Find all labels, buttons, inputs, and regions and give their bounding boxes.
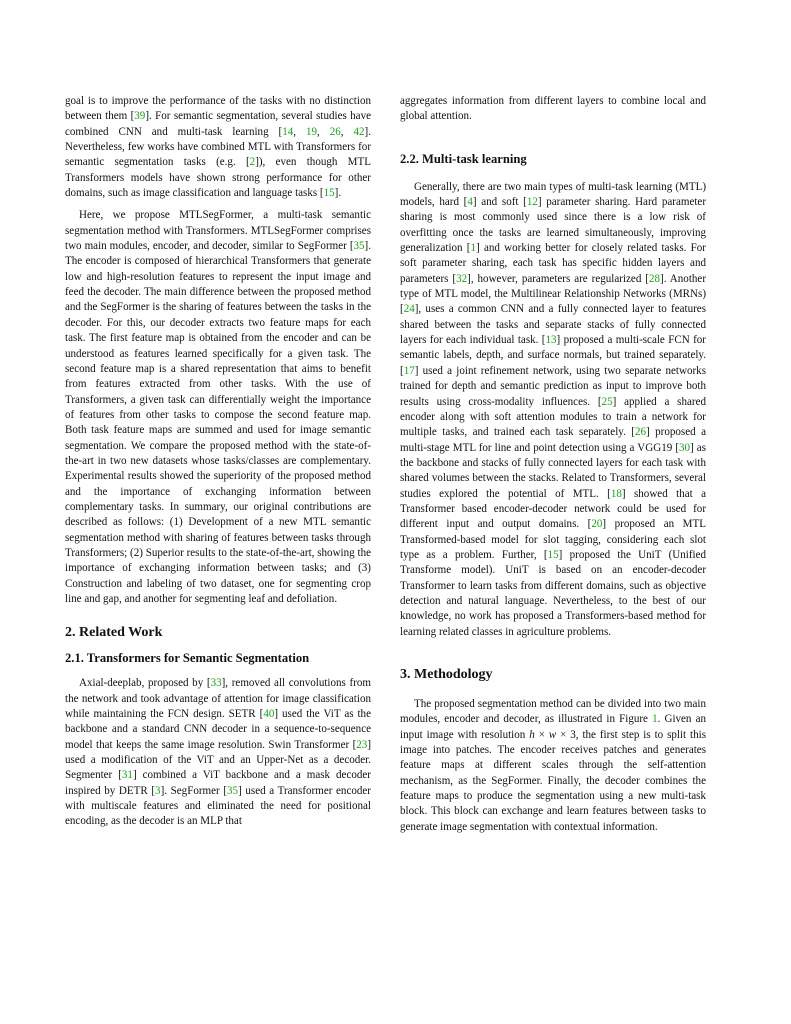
paragraph: aggregates information from different layers to combine local and global attention. <box>400 95 706 123</box>
citation-link[interactable]: 35 <box>353 240 365 253</box>
citation-link[interactable]: 19 <box>305 125 318 138</box>
citation-link[interactable]: 32 <box>456 272 468 285</box>
section-heading: 3. Methodology <box>400 667 493 682</box>
paragraph: Here, we propose MTLSegFormer, a multi-task semantic segmentation method with Transformers. MTLSegFormer comprises two main modules, encoder, and decoder, similar to SegFormer [35]. The encoder is composed of hierarchical Transformers that generate low and high-resolution features to represent the input image and feed the decoder. The main difference between the proposed method and the SegFormer is the sharing of features between the tasks in the decoder. For this, our decoder extracts two feature maps for each task. The first feature map is obtained from the encoder and can be understood as features learned specifically for a given task. The second feature map is a shared representation that aims to benefit from features extracted from other tasks. With the use of Transformers, a given task can differentially weight the importance of features from other tasks to compose the second feature map. Both task feature maps are summed and used for image semantic segmentation. We compare the proposed method with the state-of-the-art in two new datasets whose tasks/classes are complementary. Experimental results showed the superiority of the proposed method and the importance of exchanging information between complementary tasks. In summary, our original contributions are described as follows: (1) Development of a new MTL semantic segmentation method with sharing of features between tasks through Transformers; (2) Superior results to the state-of-the-art, showing the importance of exchanging information between tasks; and (3) Construction and labeling of two dataset, one for segmenting crop line and gap, and another for segmenting leaf and defoliation. <box>65 209 371 605</box>
subsection-heading: 2.1. Transformers for Semantic Segmentation <box>65 651 310 666</box>
citation-link[interactable]: 28 <box>648 272 661 285</box>
citation-link[interactable]: 31 <box>121 769 133 782</box>
citation-link[interactable]: 17 <box>403 364 415 377</box>
citation-link[interactable]: 42 <box>353 125 365 138</box>
paragraph: Axial-deeplab, proposed by [33], removed all convolutions from the network and took advantage of attention for image classification while maintaining the FCN design. SETR [40] used the ViT as the backbone and a standard CNN decoder in a sequence-to-sequence model that keeps the same image resolution. Swin Transformer [23] used a modification of the ViT and an Upper-Net as a decoder. Segmenter [31] combined a ViT backbone and a mask decoder inspired by DETR [3]. SegFormer [35] used a Transformer encoder with multiscale features and eliminated the need for positional encoding, as the decoder is an MLP that <box>65 677 371 828</box>
citation-link[interactable]: 35 <box>227 784 239 797</box>
citation-link[interactable]: 4 <box>467 196 473 209</box>
paragraph: goal is to improve the performance of the tasks with no distinction between them [39]. For semantic segmentation, several studies have combined CNN and multi-task learning [14, 19, 26, 42]. Nevertheless, few works have combined MTL with Transformers for semantic segmentation tasks (e.g. [2]), even though MTL Transformers models have shown strong performance for other domains, such as image classification and language tasks [15]. <box>65 95 371 200</box>
citation-link[interactable]: 26 <box>634 426 647 439</box>
citation-link[interactable]: 20 <box>591 518 603 531</box>
citation-link[interactable]: 2 <box>249 156 256 169</box>
section-heading: 2. Related Work <box>65 625 163 641</box>
citation-link[interactable]: 15 <box>323 187 335 200</box>
citation-link[interactable]: 1 <box>470 242 477 255</box>
citation-link[interactable]: 3 <box>155 784 161 797</box>
paragraph: Generally, there are two main types of multi-task learning (MTL) models, hard [4] and soft [12] parameter sharing. Hard parameter sharing is most commonly used since there is a low risk of overfitting once the tasks are learned simultaneously, improving generalization [1] and working better for closely related tasks. For soft parameter sharing, each task has specific hidden layers and parameters [32], however, parameters are regularized [28]. Another type of MTL model, the Multilinear Relationship Networks (MRNs) [24], uses a common CNN and a fully connected layer to features shared between the tasks and separate stacks of fully connected layers for each individual task. [13] proposed a multi-scale FCN for semantic labels, depth, and surface normals, but trained separately. [17] used a joint refinement network, using two separate networks trained for depth and semantic prediction as input to improve both results using cross-modality influences. [25] applied a shared encoder along with soft attention modules to train a network for multiple tasks, and trained each task separately. [26] proposed a multi-stage MTL for line and point detection using a VGG19 [30] as the backbone and stacks of fully connected layers for each task with shared volumes between the stacks. Related to Transformers, several studies explored the potential of MTL. [18] showed that a Transformer based encoder-decoder network could be used for different input and output domains. [20] proposed an MTL Transformed-based model for slot tagging, considering each slot type as a problem. Further, [15] proposed the UniT (Unified Transforme model). UniT is based on an encoder-decoder Transformer to learn tasks from different domains, such as objective detection and natural language. Nevertheless, to the best of our knowledge, no work has proposed a Transformers-based method for learning related classes in agriculture problems. <box>400 180 707 638</box>
citation-link[interactable]: 40 <box>263 708 275 721</box>
citation-link[interactable]: 1 <box>652 713 658 726</box>
citation-link[interactable]: 33 <box>210 677 222 690</box>
subsection-heading: 2.2. Multi-task learning <box>400 151 527 166</box>
paragraph: The proposed segmentation method can be divided into two main modules, encoder and decoder, as illustrated in Figure 1. Given an input image with resolution h × w × 3, the first step is to split this image into patches. The encoder receives patches and generates feature maps at different scales through the self-attention mechanism, as the SegFormer. Finally, the decoder combines the feature maps to produce the segmentation using a new multi-task block. This block can exchange and learn features between tasks to generate image segmentation with contextual information. <box>400 698 706 833</box>
citation-link[interactable]: 12 <box>526 196 538 209</box>
citation-link[interactable]: 18 <box>610 487 622 500</box>
citation-link[interactable]: 14 <box>282 125 294 138</box>
citation-link[interactable]: 15 <box>547 548 559 561</box>
citation-link[interactable]: 30 <box>679 441 691 454</box>
citation-link[interactable]: 26 <box>329 125 341 138</box>
left-column <box>65 94 371 830</box>
citation-link[interactable]: 13 <box>545 334 557 347</box>
citation-link[interactable]: 24 <box>403 303 415 316</box>
citation-link[interactable]: 25 <box>601 395 613 408</box>
right-column <box>400 94 706 835</box>
math-variable: h <box>529 728 535 741</box>
citation-link[interactable]: 39 <box>134 110 146 123</box>
math-variable: w <box>548 728 557 741</box>
citation-link[interactable]: 23 <box>356 738 368 751</box>
